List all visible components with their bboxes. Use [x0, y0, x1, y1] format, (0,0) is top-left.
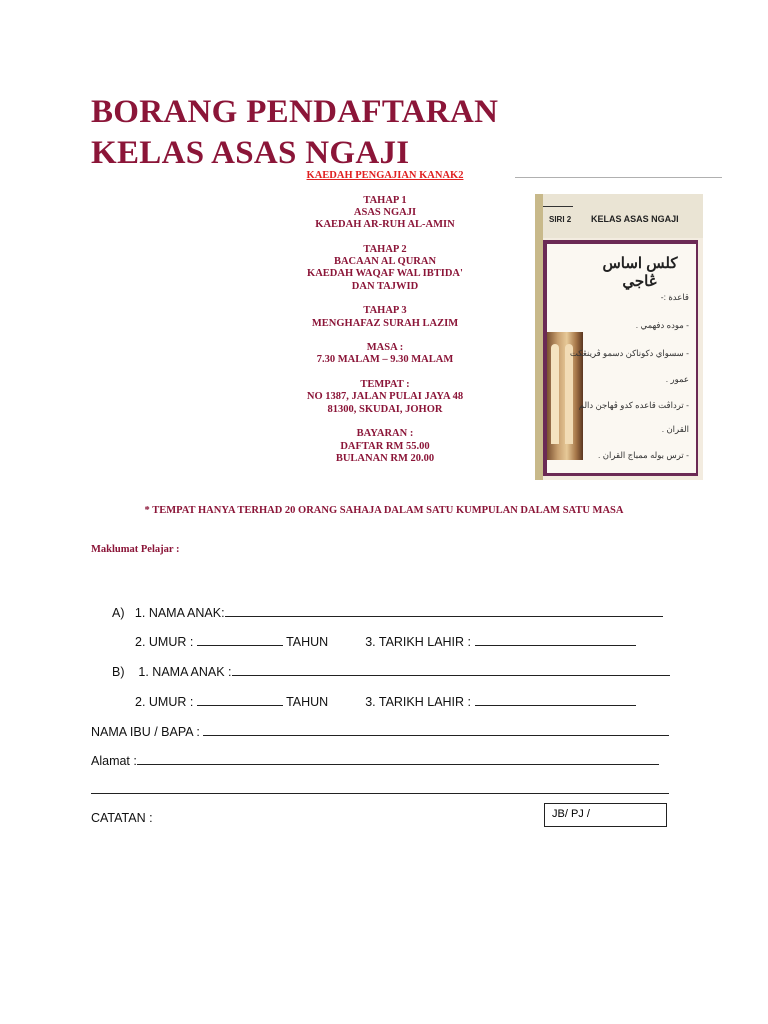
tahap2-line-3: DAN TAJWID [351, 280, 419, 292]
cover-jawi-line: القران . [661, 424, 689, 434]
alamat-label: Alamat : [91, 754, 137, 768]
address-row [91, 752, 659, 768]
cover-top-rule [515, 177, 722, 178]
student-b-age-field[interactable] [197, 693, 283, 706]
cover-jawi-line: - ترداڤت قاعده كدو ڤهاجن دالم [578, 400, 689, 410]
tahun-label: TAHUN [286, 635, 329, 649]
cover-jawi-line: - سسواي دكوناكن دسمو ڤرينڠكت [569, 348, 689, 358]
student-info-heading: Maklumat Pelajar : [91, 544, 180, 555]
umur-label: 2. UMUR : [135, 695, 194, 709]
student-b-age-row [135, 693, 636, 709]
cover-jawi-title: كلس اساس ڠاجي [602, 255, 678, 290]
student-b-label: B) [112, 665, 125, 679]
tahap2-line-2: KAEDAH WAQAF WAL IBTIDA' [307, 268, 463, 280]
cover-jawi-line: عمور . [665, 374, 689, 384]
parent-name-row [91, 723, 669, 739]
parent-name-field[interactable] [203, 723, 669, 736]
info-heading: KAEDAH PENGAJIAN KANAK2 [306, 170, 464, 181]
cover-kelas: KELAS ASAS NGAJI [591, 214, 679, 224]
cover-left-bar [535, 194, 543, 480]
student-b-name-row [112, 663, 670, 679]
form-title [91, 92, 498, 174]
address-field-line-2[interactable] [91, 793, 669, 794]
cover-header [535, 194, 703, 238]
class-info [245, 170, 525, 465]
student-a-age-field[interactable] [197, 633, 283, 646]
tempat-line-2: 81300, SKUDAI, JOHOR [327, 403, 443, 415]
title-line-2: KELAS ASAS NGAJI [91, 135, 410, 171]
tahap3-title: TAHAP 3 [363, 305, 407, 317]
title-line-1: BORANG PENDAFTARAN [91, 94, 499, 130]
masa-label: MASA : [366, 342, 404, 354]
student-b-dob-field[interactable] [475, 693, 636, 706]
tahap1-line-2: KAEDAH AR-RUH AL-AMIN [315, 219, 455, 231]
bayaran-label: BAYARAN : [356, 428, 414, 440]
nama-anak-label: 1. NAMA ANAK : [138, 665, 232, 679]
student-a-label: A) [112, 606, 125, 620]
bayaran-bulanan: BULANAN RM 20.00 [335, 452, 435, 464]
cover-jawi-line: قاعدة :- [660, 292, 689, 302]
student-a-name-field[interactable] [225, 604, 663, 617]
arch-opening [565, 344, 573, 444]
catatan-row [91, 811, 153, 825]
tarikh-lahir-label: 3. TARIKH LAHIR : [365, 635, 472, 649]
tahun-label: TAHUN [286, 695, 329, 709]
umur-label: 2. UMUR : [135, 635, 194, 649]
student-a-age-row [135, 633, 636, 649]
tahap1-title: TAHAP 1 [363, 194, 407, 206]
nama-ibu-bapa-label: NAMA IBU / BAPA : [91, 725, 200, 739]
tahap3-line-1: MENGHAFAZ SURAH LAZIM [311, 317, 459, 329]
arch-opening [551, 344, 559, 444]
book-cover-image [535, 194, 703, 480]
bayaran-daftar: DAFTAR RM 55.00 [340, 440, 430, 452]
tarikh-lahir-label: 3. TARIKH LAHIR : [365, 695, 472, 709]
student-b-name-field[interactable] [232, 663, 670, 676]
cover-jawi-line: - ترس بوله ممباج القران . [598, 450, 689, 460]
student-a-name-row [112, 604, 663, 620]
tahap2-title: TAHAP 2 [363, 243, 407, 255]
tempat-label: TEMPAT : [360, 379, 410, 391]
student-a-dob-field[interactable] [475, 633, 636, 646]
nama-anak-label: 1. NAMA ANAK: [134, 606, 225, 620]
capacity-note: * TEMPAT HANYA TERHAD 20 ORANG SAHAJA DALAM SATU KUMPULAN DALAM SATU MASA [144, 505, 624, 516]
address-field[interactable] [137, 752, 659, 765]
masa-value: 7.30 MALAM – 9.30 MALAM [316, 354, 454, 366]
cover-siri: SIRI 2 [549, 215, 572, 224]
office-use-text: JB/ PJ / [552, 808, 590, 820]
office-use-box [544, 803, 667, 827]
tahap1-line-1: ASAS NGAJI [353, 206, 417, 218]
catatan-label: CATATAN : [91, 811, 153, 825]
tahap2-line-1: BACAAN AL QURAN [333, 256, 437, 268]
cover-jawi-line: - موده دفهمي . [635, 320, 689, 330]
tempat-line-1: NO 1387, JALAN PULAI JAYA 48 [306, 391, 464, 403]
